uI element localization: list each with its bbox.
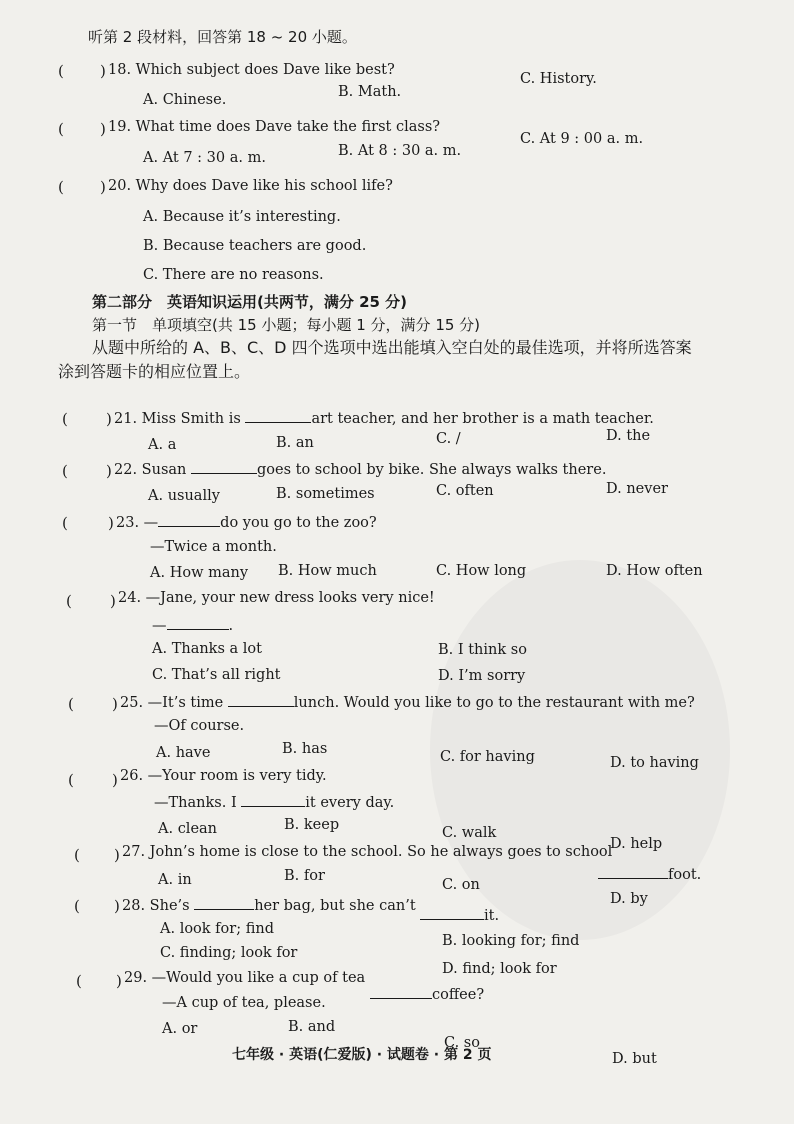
reply-after-blank: it every day. <box>305 795 395 811</box>
stem-after-blank: art teacher, and her brother is a math teacher. <box>311 411 654 427</box>
option-b: B. an <box>276 435 314 451</box>
option-c: C. so <box>444 1035 480 1051</box>
option-d: D. find; look for <box>442 961 557 977</box>
question-23 <box>116 512 377 532</box>
stem-after-blank: do you go to the zoo? <box>220 515 377 531</box>
stem-before-blank: —It’s time <box>147 695 224 711</box>
option-b: B. How much <box>278 563 377 579</box>
stem-before-blank: —Would you like a cup of tea <box>151 970 366 986</box>
question-25 <box>120 692 695 712</box>
answer-paren-open: ( <box>58 120 64 138</box>
answer-blank <box>194 895 254 910</box>
answer-paren-open: ( <box>58 178 64 196</box>
option-a: A. How many <box>150 565 249 581</box>
answer-paren-open: ( <box>74 897 80 915</box>
answer-blank <box>370 984 432 999</box>
answer-paren-open: ( <box>62 462 68 480</box>
dialogue-reply <box>152 615 233 635</box>
question-21 <box>114 408 654 428</box>
answer-blank <box>228 692 294 707</box>
reply-before-blank: —Thanks. I <box>154 795 237 811</box>
option-c: C. How long <box>436 563 527 579</box>
question-18 <box>108 61 395 79</box>
dialogue-reply <box>154 792 394 812</box>
option-c: C. That’s all right <box>152 667 281 683</box>
question-number: 26. <box>120 768 144 784</box>
section-one-title: 第一节 单项填空(共 15 小题；每小题 1 分，满分 15 分) <box>92 316 481 334</box>
question-27-blank <box>598 864 701 884</box>
question-number: 18. <box>108 62 132 78</box>
option-d: D. never <box>606 481 668 497</box>
question-22 <box>114 459 606 479</box>
dialogue-reply: —Twice a month. <box>150 539 277 555</box>
question-number: 24. <box>118 590 142 606</box>
reply-dash: — <box>152 618 167 634</box>
answer-paren-open: ( <box>74 846 80 864</box>
option-c: C. on <box>442 877 480 893</box>
option-b: B. for <box>284 868 325 884</box>
question-stem: What time does Dave take the first class? <box>135 119 441 135</box>
option-c: C. often <box>436 483 494 499</box>
option-a: A. clean <box>158 821 218 837</box>
answer-paren-close: ) <box>116 972 122 990</box>
option-d: D. help <box>610 836 663 852</box>
question-number: 20. <box>108 178 132 194</box>
option-d: D. How often <box>606 563 703 579</box>
option-b: B. has <box>282 741 328 757</box>
stem-before-blank: Miss Smith is <box>141 411 241 427</box>
option-a: A. Thanks a lot <box>152 641 262 657</box>
answer-blank <box>245 408 311 423</box>
option-b: B. and <box>288 1019 336 1035</box>
instructions-line-2: 涂到答题卡的相应位置上。 <box>58 362 251 381</box>
stem-before-blank: Susan <box>141 462 187 478</box>
option-c: C. History. <box>520 71 597 87</box>
question-stem: —Your room is very tidy. <box>147 768 327 784</box>
question-number: 22. <box>114 462 138 478</box>
option-c: C. for having <box>440 749 535 765</box>
answer-paren-close: ) <box>108 514 114 532</box>
option-b: B. sometimes <box>276 486 375 502</box>
question-20 <box>108 177 393 195</box>
option-a: A. Chinese. <box>143 92 227 108</box>
option-b: B. keep <box>284 817 340 833</box>
stem-after-blank: foot. <box>668 867 702 883</box>
answer-paren-open: ( <box>62 410 68 428</box>
dialogue-reply: —A cup of tea, please. <box>162 995 326 1011</box>
question-27 <box>122 843 612 861</box>
question-19 <box>108 118 440 136</box>
question-28-blank-2 <box>420 905 499 925</box>
dialogue-reply: —Of course. <box>154 718 245 734</box>
answer-blank <box>598 864 668 879</box>
answer-blank <box>241 792 305 807</box>
option-a: A. look for; find <box>160 921 274 937</box>
question-number: 27. <box>122 844 146 860</box>
option-d: D. the <box>606 428 651 444</box>
question-29 <box>124 969 365 987</box>
option-a: A. Because it’s interesting. <box>143 209 341 225</box>
question-24 <box>118 589 435 607</box>
answer-paren-open: ( <box>76 972 82 990</box>
answer-paren-close: ) <box>100 178 106 196</box>
question-number: 23. <box>116 515 140 531</box>
answer-paren-close: ) <box>106 410 112 428</box>
answer-blank <box>420 905 484 920</box>
option-a: A. At 7 : 30 a. m. <box>143 150 266 166</box>
question-stem: Which subject does Dave like best? <box>135 62 395 78</box>
option-b: B. looking for; find <box>442 933 580 949</box>
answer-paren-open: ( <box>68 695 74 713</box>
answer-blank <box>158 512 220 527</box>
option-c: C. There are no reasons. <box>143 267 324 283</box>
option-b: B. At 8 : 30 a. m. <box>338 143 462 159</box>
question-stem: John’s home is close to the school. So he always goes to school <box>149 844 613 860</box>
option-a: A. have <box>156 745 211 761</box>
question-number: 28. <box>122 898 146 914</box>
stem-after-blank: it. <box>484 908 500 924</box>
question-number: 29. <box>124 970 148 986</box>
answer-paren-close: ) <box>114 846 120 864</box>
answer-paren-close: ) <box>112 695 118 713</box>
option-c: C. finding; look for <box>160 945 298 961</box>
listening-intro: 听第 2 段材料，回答第 18 ~ 20 小题。 <box>88 28 357 46</box>
option-b: B. Because teachers are good. <box>143 238 367 254</box>
option-c: C. walk <box>442 825 497 841</box>
option-c: C. At 9 : 00 a. m. <box>520 131 644 147</box>
stem-after-blank: goes to school by bike. She always walks there. <box>256 462 607 478</box>
answer-paren-close: ) <box>110 592 116 610</box>
option-b: B. Math. <box>338 84 402 100</box>
option-a: A. a <box>148 437 177 453</box>
stem-after-blank: coffee? <box>432 987 485 1003</box>
answer-paren-close: ) <box>100 62 106 80</box>
question-29-blank <box>370 984 484 1004</box>
question-26 <box>120 767 327 785</box>
answer-paren-close: ) <box>100 120 106 138</box>
option-a: A. in <box>158 872 192 888</box>
page-footer: 七年级 · 英语(仁爱版) · 试题卷 · 第 2 页 <box>232 1047 492 1063</box>
option-a: A. usually <box>148 488 220 504</box>
answer-paren-open: ( <box>62 514 68 532</box>
option-c: C. / <box>436 431 461 447</box>
stem-before-blank: She’s <box>149 898 190 914</box>
answer-paren-open: ( <box>68 771 74 789</box>
option-a: A. or <box>162 1021 198 1037</box>
answer-paren-open: ( <box>58 62 64 80</box>
stem-after-blank: lunch. Would you like to go to the restaurant with me? <box>293 695 695 711</box>
question-stem: —Jane, your new dress looks very nice! <box>145 590 435 606</box>
stem-middle: her bag, but she can’t <box>254 898 416 914</box>
option-b: B. I think so <box>438 642 527 658</box>
option-d: D. to having <box>610 755 699 771</box>
question-number: 19. <box>108 119 132 135</box>
stem-before-blank: — <box>143 515 159 531</box>
option-d: D. but <box>612 1051 657 1067</box>
answer-paren-close: ) <box>112 771 118 789</box>
option-d: D. by <box>610 891 648 907</box>
instructions-line-1: 从题中所给的 A、B、C、D 四个选项中选出能填入空白处的最佳选项，并将所选答案 <box>92 338 692 357</box>
question-number: 21. <box>114 411 138 427</box>
question-number: 25. <box>120 695 144 711</box>
answer-blank <box>167 615 229 630</box>
answer-paren-close: ) <box>114 897 120 915</box>
answer-paren-open: ( <box>66 592 72 610</box>
answer-paren-close: ) <box>106 462 112 480</box>
answer-blank <box>191 459 257 474</box>
reply-period: . <box>228 618 234 634</box>
question-28 <box>122 895 416 915</box>
question-stem: Why does Dave like his school life? <box>135 178 393 194</box>
option-d: D. I’m sorry <box>438 668 526 684</box>
part-two-title: 第二部分 英语知识运用(共两节，满分 25 分) <box>92 293 408 311</box>
